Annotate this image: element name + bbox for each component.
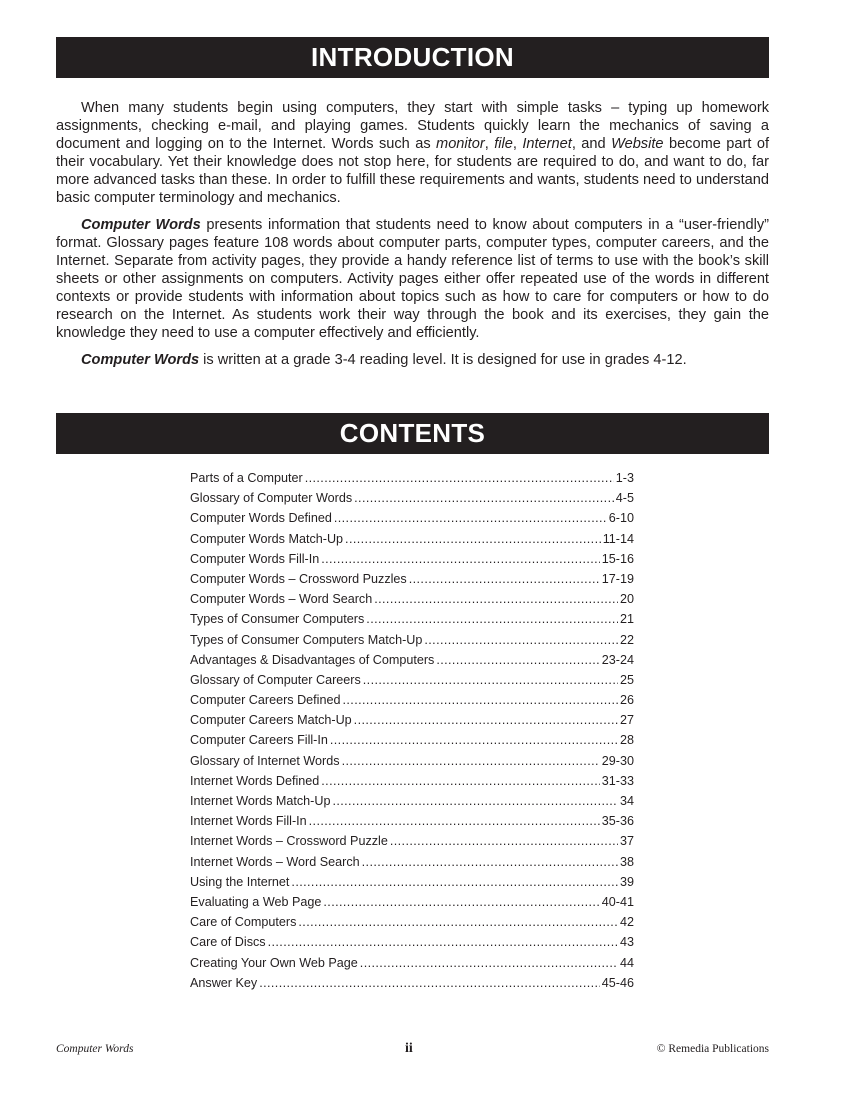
toc-leader-dots [298, 915, 618, 929]
toc-entry-title: Types of Consumer Computers Match-Up [190, 632, 423, 647]
toc-entry-page: 42 [619, 915, 634, 930]
toc-entry-title: Internet Words – Word Search [190, 854, 360, 869]
toc-entry-page: 40-41 [601, 894, 634, 909]
toc-entry-page: 25 [619, 672, 634, 687]
toc-entry-title: Answer Key [190, 975, 258, 990]
toc-leader-dots [436, 653, 599, 667]
toc-entry-page: 39 [619, 874, 634, 889]
toc-entry [190, 895, 634, 915]
toc-entry [190, 834, 634, 854]
toc-entry-page: 28 [619, 733, 634, 748]
toc-entry-page: 27 [619, 713, 634, 728]
toc-leader-dots [330, 733, 618, 747]
intro-p3-text: is written at a grade 3-4 reading level. It is designed for use in grades 4-12. [199, 352, 687, 368]
toc-leader-dots [309, 814, 600, 828]
toc-leader-dots [409, 572, 600, 586]
toc-leader-dots [268, 935, 618, 949]
toc-leader-dots [354, 713, 618, 727]
toc-entry-title: Care of Computers [190, 915, 297, 930]
introduction-body [56, 99, 769, 378]
toc-leader-dots [366, 612, 618, 626]
toc-leader-dots [343, 693, 618, 707]
toc-entry [190, 532, 634, 552]
term-internet: Internet [522, 136, 572, 152]
toc-leader-dots [424, 633, 618, 647]
toc-entry-page: 21 [619, 612, 634, 627]
intro-paragraph-1 [56, 99, 769, 207]
toc-entry-title: Types of Consumer Computers [190, 612, 365, 627]
toc-entry [190, 653, 634, 673]
intro-paragraph-2 [56, 216, 769, 342]
toc-entry [190, 713, 634, 733]
toc-entry-title: Computer Words Defined [190, 511, 332, 526]
toc-entry-page: 4-5 [615, 491, 634, 506]
toc-entry-page: 1-3 [615, 471, 634, 485]
toc-entry-page: 38 [619, 854, 634, 869]
toc-entry [190, 633, 634, 653]
toc-entry-page: 15-16 [601, 551, 634, 566]
toc-entry-title: Glossary of Internet Words [190, 753, 340, 768]
toc-entry-title: Computer Careers Match-Up [190, 713, 352, 728]
toc-entry-title: Internet Words – Crossword Puzzle [190, 834, 388, 849]
introduction-heading: INTRODUCTION [56, 37, 769, 78]
toc-entry-page: 43 [619, 935, 634, 950]
toc-entry [190, 774, 634, 794]
toc-entry [190, 733, 634, 753]
term-website: Website [611, 136, 664, 152]
term-file: file [494, 136, 513, 152]
toc-entry [190, 693, 634, 713]
toc-entry-title: Care of Discs [190, 935, 266, 950]
toc-leader-dots [342, 754, 600, 768]
toc-entry [190, 814, 634, 834]
toc-leader-dots [360, 956, 618, 970]
toc-entry-title: Using the Internet [190, 874, 290, 889]
toc-entry-title: Evaluating a Web Page [190, 894, 322, 909]
toc-leader-dots [321, 552, 600, 566]
toc-entry [190, 754, 634, 774]
intro-paragraph-3 [56, 351, 769, 369]
toc-entry-page: 20 [619, 592, 634, 607]
toc-entry-title: Internet Words Fill-In [190, 814, 307, 829]
toc-entry [190, 915, 634, 935]
toc-entry-page: 11-14 [602, 531, 634, 546]
toc-entry-page: 31-33 [601, 773, 634, 788]
toc-entry-title: Glossary of Computer Careers [190, 672, 361, 687]
toc-leader-dots [323, 895, 599, 909]
toc-leader-dots [345, 532, 601, 546]
intro-p1-sep2: , [512, 136, 523, 152]
toc-entry-page: 26 [619, 693, 634, 708]
toc-entry-page: 23-24 [601, 652, 634, 667]
book-title: Computer Words [81, 217, 201, 233]
toc-entry-page: 17-19 [601, 571, 634, 586]
table-of-contents [190, 471, 634, 996]
intro-p1-text-b: become part of their vocabulary. Yet their knowledge does not stop here, for students are required to do, and want to do, far more advanced tasks than these. In order to fulfill these requirements and wants, students need to understand basic computer terminology and mechanics. [56, 136, 770, 206]
toc-entry-title: Computer Careers Defined [190, 693, 341, 708]
footer-book-title: Computer Words [56, 1043, 134, 1055]
toc-entry-title: Computer Words Match-Up [190, 531, 344, 546]
toc-entry-title: Advantages & Disadvantages of Computers [190, 652, 435, 667]
toc-entry-page: 44 [619, 955, 634, 970]
toc-entry-title: Internet Words Defined [190, 773, 320, 788]
toc-entry-page: 45-46 [601, 975, 634, 990]
toc-entry-page: 6-10 [608, 511, 634, 526]
toc-leader-dots [354, 491, 614, 505]
toc-entry-page: 35-36 [601, 814, 634, 829]
toc-entry [190, 935, 634, 955]
toc-entry-page: 29-30 [601, 753, 634, 768]
term-monitor: monitor [436, 136, 485, 152]
toc-entry-page: 37 [619, 834, 634, 849]
toc-entry [190, 855, 634, 875]
toc-entry [190, 956, 634, 976]
toc-leader-dots [259, 976, 600, 990]
toc-entry-page: 22 [619, 632, 634, 647]
toc-entry [190, 794, 634, 814]
toc-leader-dots [334, 511, 607, 525]
toc-entry-title: Computer Words – Crossword Puzzles [190, 571, 407, 586]
toc-entry-title: Computer Words – Word Search [190, 592, 373, 607]
intro-p1-sep3: , and [571, 136, 612, 152]
toc-entry [190, 552, 634, 572]
toc-entry [190, 592, 634, 612]
toc-entry-title: Computer Careers Fill-In [190, 733, 328, 748]
toc-entry [190, 875, 634, 895]
toc-entry-title: Glossary of Computer Words [190, 491, 353, 506]
book-title: Computer Words [81, 352, 200, 368]
toc-leader-dots [321, 774, 600, 788]
toc-leader-dots [363, 673, 618, 687]
page-number: ii [405, 1041, 413, 1056]
intro-p1-sep1: , [484, 136, 495, 152]
toc-entry-title: Computer Words Fill-In [190, 551, 320, 566]
toc-leader-dots [362, 855, 618, 869]
toc-entry-page: 34 [619, 794, 634, 808]
toc-entry [190, 673, 634, 693]
toc-leader-dots [332, 794, 618, 808]
toc-leader-dots [374, 592, 618, 606]
intro-p1-text-a: When many students begin using computers, they start with simple tasks – typing up homework assignments, checking e-mail, and playing games. Students quickly learn the mechanics of saving a document and logging on to the Internet. Words such as [56, 100, 769, 152]
toc-entry [190, 976, 634, 996]
toc-leader-dots [291, 875, 618, 889]
toc-entry [190, 511, 634, 531]
contents-heading: CONTENTS [56, 413, 769, 454]
intro-p2-text: presents information that students need to know about computers in a “user-friendly” format. Glossary pages feature 108 words about computer parts, computer types, computer careers, and the Internet. Separate from activity pages, they provide a handy reference list of terms to use with the book’s skill sheets or other assignments on computers. Activity pages either offer repeated use of the words in different contexts or provide students with information about topics such as how to care for computers or how to do research on the Internet. As students work their way through the book and its exercises, they gain the knowledge they need to use a computer effectively and efficiently. [56, 217, 769, 341]
toc-entry [190, 572, 634, 592]
toc-entry [190, 491, 634, 511]
toc-leader-dots [305, 471, 614, 485]
toc-entry [190, 471, 634, 491]
toc-entry [190, 612, 634, 632]
toc-leader-dots [390, 834, 618, 848]
toc-entry-title: Internet Words Match-Up [190, 794, 331, 808]
toc-entry-title: Creating Your Own Web Page [190, 955, 358, 970]
footer-publisher: © Remedia Publications [656, 1043, 769, 1055]
toc-entry-title: Parts of a Computer [190, 471, 303, 485]
